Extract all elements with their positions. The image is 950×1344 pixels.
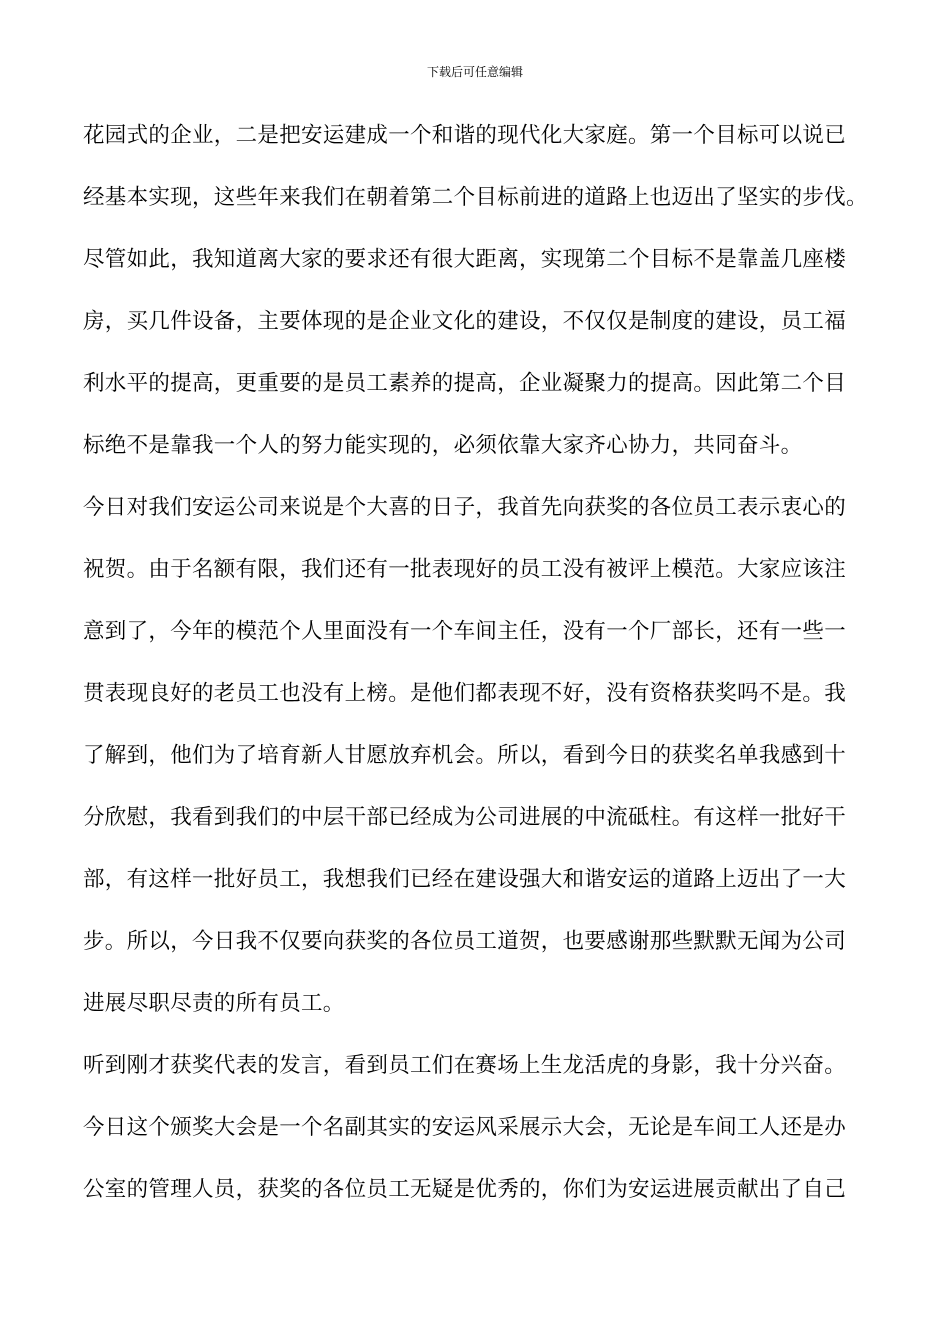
text-line: 了解到，他们为了培育新人甘愿放弃机会。所以，看到今日的获奖名单我感到十 [83,743,847,768]
text-line: 标绝不是靠我一个人的努力能实现的，必须依靠大家齐心协力，共同奋斗。 [83,433,803,458]
text-line: 意到了，今年的模范个人里面没有一个车间主任，没有一个厂部长，还有一些一 [83,619,847,644]
text-line: 进展尽职尽责的所有员工。 [83,991,345,1016]
text-line: 利水平的提高，更重要的是员工素养的提高，企业凝聚力的提高。因此第二个目 [83,371,847,396]
text-line: 经基本实现，这些年来我们在朝着第二个目标前进的道路上也迈出了坚实的步伐。 [83,185,868,210]
text-line: 步。所以，今日我不仅要向获奖的各位员工道贺，也要感谢那些默默无闻为公司 [83,929,847,954]
text-line: 今日这个颁奖大会是一个名副其实的安运风采展示大会，无论是车间工人还是办 [83,1115,847,1140]
text-line: 部，有这样一批好员工，我想我们已经在建设强大和谐安运的道路上迈出了一大 [83,867,847,892]
text-line: 今日对我们安运公司来说是个大喜的日子，我首先向获奖的各位员工表示衷心的 [83,495,847,520]
text-line: 分欣慰，我看到我们的中层干部已经成为公司进展的中流砥柱。有这样一批好干 [83,805,847,830]
document-body [83,114,883,1230]
text-line: 听到刚才获奖代表的发言，看到员工们在赛场上生龙活虎的身影，我十分兴奋。 [83,1053,847,1078]
text-line: 花园式的企业，二是把安运建成一个和谐的现代化大家庭。第一个目标可以说已 [83,123,847,148]
page-header-note: 下载后可任意编辑 [426,65,523,79]
text-line: 尽管如此，我知道离大家的要求还有很大距离，实现第二个目标不是靠盖几座楼 [83,247,847,272]
text-line: 公室的管理人员，获奖的各位员工无疑是优秀的，你们为安运进展贡献出了自己 [83,1177,847,1202]
text-line: 贯表现良好的老员工也没有上榜。是他们都表现不好，没有资格获奖吗不是。我 [83,681,847,706]
text-line: 房，买几件设备，主要体现的是企业文化的建设，不仅仅是制度的建设，员工福 [83,309,847,334]
text-line: 祝贺。由于名额有限，我们还有一批表现好的员工没有被评上模范。大家应该注 [83,557,847,582]
